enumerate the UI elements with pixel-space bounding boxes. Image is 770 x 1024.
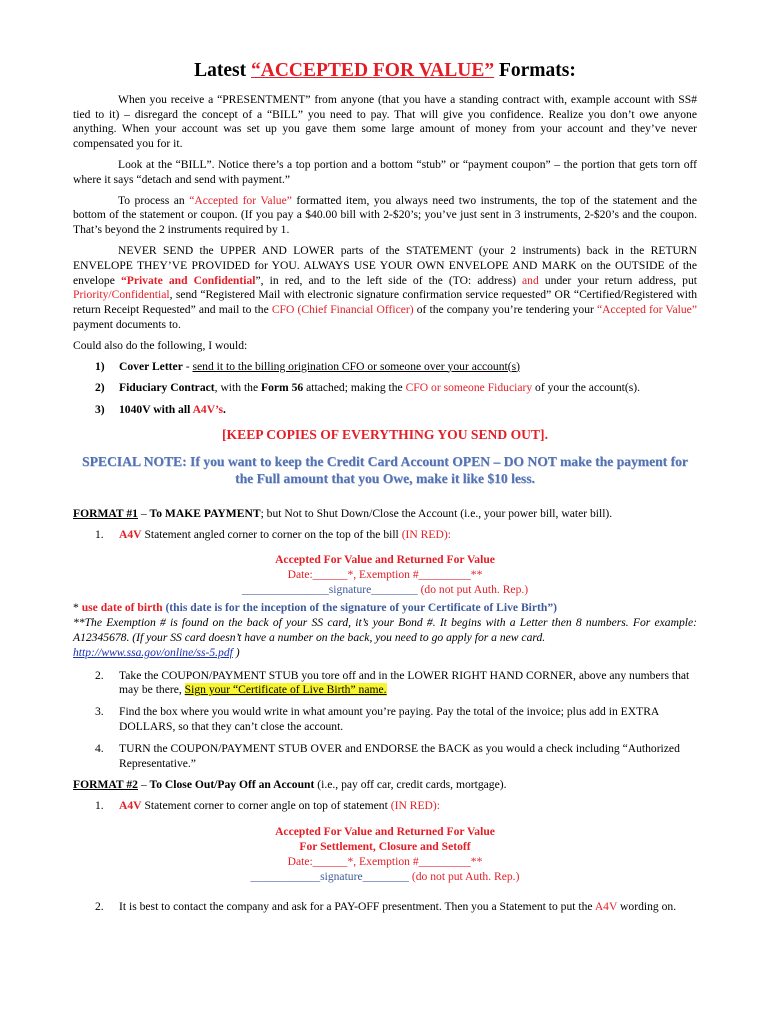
list-item: 2) Fiduciary Contract, with the Form 56 attached; making the CFO or someone Fiduciary of your the account(s).: [95, 381, 640, 395]
list-item: 1. A4V Statement corner to corner angle on top of statement (IN RED):: [95, 799, 440, 813]
list-item: 2. Take the COUPON/PAYMENT STUB you tore off and in the LOWER RIGHT HAND CORNER, above any numbers that may be there, Sign your “Certificate of Live Birth” name.: [95, 668, 690, 697]
format1-stamp-block: Accepted For Value and Returned For Value Date:______*, Exemption #_________** _______________signature________ (do not put Auth. Rep.): [241, 553, 529, 597]
paragraph-presentment: When you receive a “PRESENTMENT” from anyone (that you have a standing contract with, example account with SS# tied to it) – disregard the concept of a “BILL” you need to pay. That will give you confidence. Realize you don’t owe anyone anything. When your account was set up you gave them some large amount of money from your account and they’ve never compensated you for it.: [73, 92, 697, 151]
list-item: 1) Cover Letter - send it to the billing origination CFO or someone over your account(s): [95, 359, 520, 373]
document-page: [73, 60, 697, 922]
special-note: SPECIAL NOTE: If you want to keep the Credit Card Account OPEN – DO NOT make the payment for the Full amount that you Owe, make it like $10 less.: [82, 453, 688, 486]
list-item: 3. Find the box where you would write in what amount you’re paying. Pay the total of the invoice; plus add in EXTRA DOLLARS, so that they can’t close the account.: [95, 705, 659, 733]
format1-heading: FORMAT #1 – To MAKE PAYMENT; but Not to Shut Down/Close the Account (i.e., your power bill, water bill).: [73, 506, 613, 520]
title-prefix: Latest: [194, 60, 252, 81]
keep-copies-note: [KEEP COPIES OF EVERYTHING YOU SEND OUT].: [222, 426, 548, 442]
list-item: 3) 1040V with all A4V’s.: [95, 403, 226, 417]
format2-stamp-block: Accepted For Value and Returned For Value For Settlement, Closure and Setoff Date:______*, Exemption #_________** ____________signature________ (do not put Auth. Rep.): [250, 824, 520, 883]
paragraph-bill: Look at the “BILL”. Notice there’s a top portion and a bottom “stub” or “payment coupon” – the portion that gets torn off where it says “detach and send with payment.”: [73, 157, 697, 186]
paragraph-envelope: NEVER SEND the UPPER AND LOWER parts of the STATEMENT (your 2 instruments) back in the RETURN ENVELOPE THEY’VE PROVIDED for YOU. ALWAYS USE YOUR OWN ENVELOPE AND MARK on the OUTSIDE of the envelope “Private and Confidential”, in red, and to the left side of the (TO: address) and under your return address, put Priority/Confidential, send “Registered Mail with electronic signature confirmation service requested” OR “Certified/Registered with return Receipt Requested” and mail to the CFO (Chief Financial Officer) of the company you’re tendering your “Accepted for Value” payment documents to.: [73, 243, 697, 331]
ssa-form-link[interactable]: http://www.ssa.gov/online/ss-5.pdf: [73, 645, 233, 659]
format1-note-exemption: **The Exemption # is found on the back of your SS card, it’s your Bond #. It begins with a Letter then 8 numbers. For example: A12345678. (If your SS card doesn’t have a number on the back, you need to go apply for a new card. http://www.ssa.gov/online/ss-5.pdf ): [73, 616, 697, 659]
list-item: 4. TURN the COUPON/PAYMENT STUB OVER and ENDORSE the BACK as you would a check including “Authorized Representative.”: [95, 741, 680, 770]
paragraph-process: To process an “Accepted for Value” formatted item, you always need two instruments, the top of the statement and the bottom of the statement or coupon. (If you pay a $40.00 bill with 2-$20’s; you’ve just sent in 3 instruments, 2-$20’s and the coupon. That’s beyond the 2 instruments required by 1.: [73, 193, 697, 237]
format2-heading: FORMAT #2 – To Close Out/Pay Off an Account (i.e., pay off car, credit cards, mortgage).: [73, 778, 507, 792]
list-item: 2. It is best to contact the company and ask for a PAY-OFF presentment. Then you a Statement to put the A4V wording on.: [95, 899, 677, 913]
paragraph-also: Could also do the following, I would:: [73, 338, 248, 352]
title-highlight: “ACCEPTED FOR VALUE”: [251, 60, 495, 81]
list-item: 1. A4V Statement angled corner to corner on the top of the bill (IN RED):: [95, 527, 451, 541]
format1-note-dob: * use date of birth (this date is for the inception of the signature of your Certificate of Live Birth”): [73, 601, 558, 615]
page-title: [73, 60, 697, 81]
title-suffix: Formats:: [494, 60, 576, 81]
